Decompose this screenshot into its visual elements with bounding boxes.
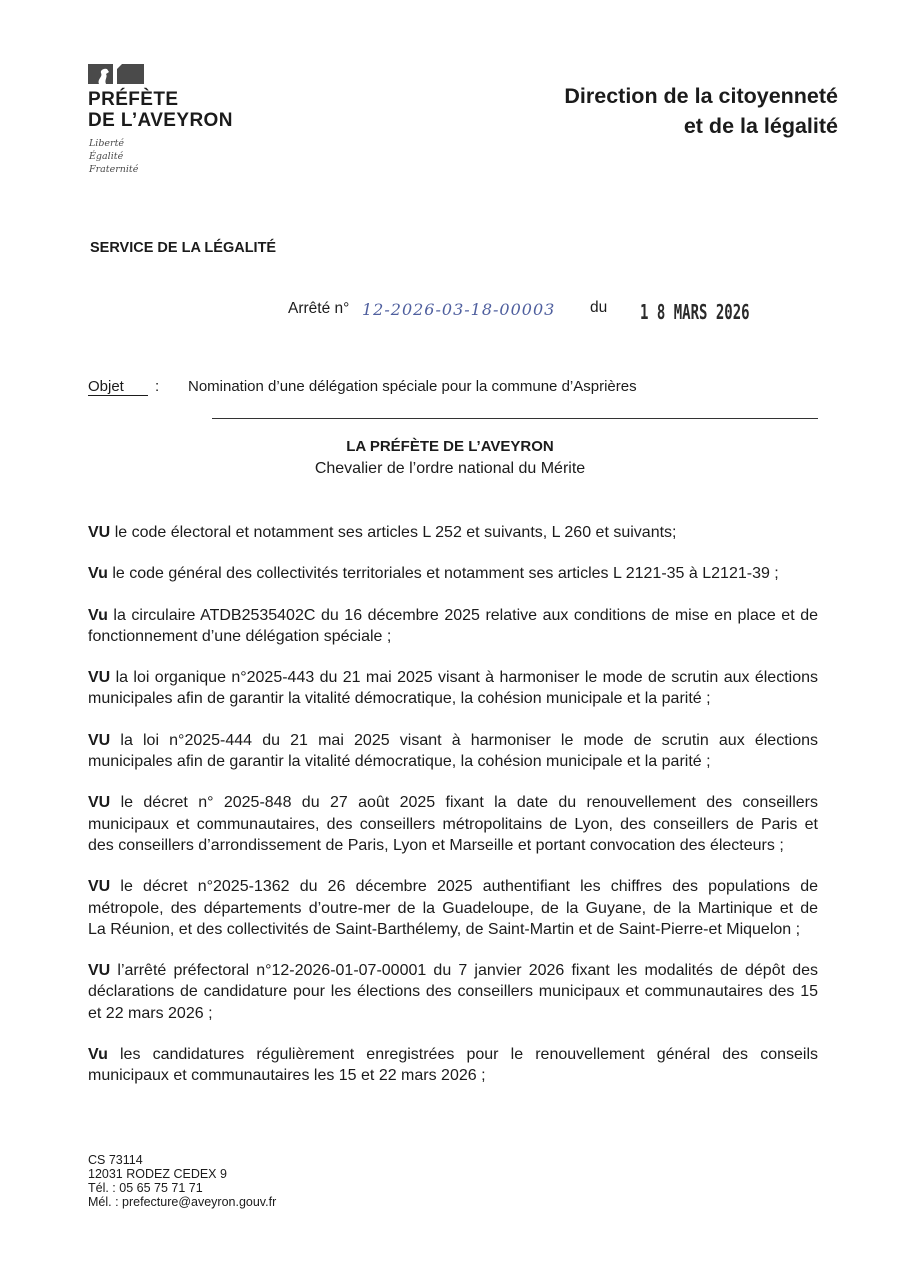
footer-city: 12031 RODEZ CEDEX 9 (88, 1167, 227, 1181)
visas-section (88, 522, 818, 1107)
motto-liberte: Liberté (89, 138, 125, 149)
visa-line (88, 605, 818, 626)
footer-phone: Tél. : 05 65 75 71 71 (88, 1181, 203, 1195)
objet-label-text: Objet (88, 379, 148, 396)
visa-paragraph (88, 792, 818, 856)
visa-line (88, 688, 818, 709)
visa-line (88, 876, 818, 897)
visa-line (88, 981, 818, 1002)
visa-paragraph (88, 563, 818, 584)
visa-prefix: VU (88, 878, 111, 896)
visa-text: le décret n°2025-1362 du 26 décembre 2025 authentifiant les chiffres des populations de (120, 878, 818, 896)
visa-line (88, 751, 818, 772)
visa-paragraph (88, 960, 818, 1024)
visa-line (88, 835, 818, 856)
authority-title: LA PRÉFÈTE DE L’AVEYRON (346, 438, 554, 455)
visa-paragraph (88, 522, 818, 543)
footer-address (88, 1153, 276, 1209)
motto-fraternite: Fraternité (89, 164, 139, 175)
visa-line (88, 919, 818, 940)
visa-line (88, 626, 818, 647)
arrete-number-handwritten: 12-2026-03-18-00003 (362, 300, 556, 319)
direction-heading (564, 81, 838, 141)
visa-prefix: VU (88, 669, 111, 687)
visa-text: la circulaire ATDB2535402C du 16 décembre 2025 relative aux conditions de mise en place et de (113, 606, 818, 624)
visa-text: les candidatures régulièrement enregistrées pour le renouvellement général des conseils (120, 1046, 818, 1064)
visa-text: déclarations de candidature pour les élections des conseillers municipaux et communautaires des 15 (88, 983, 818, 1001)
visa-paragraph (88, 1044, 818, 1087)
visa-text: le code général des collectivités territoriales et notamment ses articles L 2121-35 à L2121-39 ; (112, 565, 779, 583)
visa-line (88, 898, 818, 919)
visa-prefix: VU (88, 962, 111, 980)
visa-paragraph (88, 605, 818, 648)
visa-text: municipaux et communautaires les 15 et 22 mars 2026 ; (88, 1067, 486, 1085)
horizontal-rule (212, 418, 818, 419)
visa-line (88, 1044, 818, 1065)
prefecture-line-2: DE L’AVEYRON (88, 110, 233, 131)
objet-text: Nomination d’une délégation spéciale pour la commune d’Asprières (188, 378, 637, 395)
visa-text: la loi organique n°2025-443 du 21 mai 2025 visant à harmoniser le mode de scrutin aux élections (115, 669, 818, 687)
visa-line (88, 522, 818, 543)
visa-text: le code électoral et notamment ses articles L 252 et suivants, L 260 et suivants; (114, 524, 677, 541)
visa-line (88, 792, 818, 813)
footer-postal-box: CS 73114 (88, 1153, 143, 1167)
visa-paragraph (88, 667, 818, 710)
visa-text: le décret n° 2025-848 du 27 août 2025 fixant la date du renouvellement des conseillers (120, 794, 819, 812)
prefecture-line-1: PRÉFÈTE (88, 89, 179, 110)
visa-line (88, 730, 818, 751)
visa-line (88, 1065, 818, 1086)
objet-label (88, 377, 148, 397)
visa-text: municipaux et communautaires, des conseillers métropolitains de Lyon, des conseillers de Paris et (88, 815, 818, 833)
visa-prefix: VU (88, 731, 111, 749)
republic-motto (89, 137, 138, 176)
visa-text: des conseillers d’arrondissement de Paris, Lyon et Marseille et portant convocation des électeurs ; (88, 836, 784, 854)
visa-text: municipales afin de garantir la vitalité démocratique, la cohésion municipale et la parité ; (88, 753, 711, 771)
visa-line (88, 1003, 818, 1024)
visa-line (88, 667, 818, 688)
visa-paragraph (88, 876, 818, 940)
visa-prefix: VU (88, 524, 111, 541)
objet-colon: : (155, 378, 160, 395)
motto-egalite: Égalité (89, 151, 124, 162)
visa-prefix: Vu (88, 565, 108, 583)
visa-text: fonctionnement d’une délégation spéciale ; (88, 627, 392, 645)
service-heading: SERVICE DE LA LÉGALITÉ (90, 240, 277, 256)
arrete-label: Arrêté n° (288, 300, 350, 317)
authority-subtitle: Chevalier de l’ordre national du Mérite (314, 460, 586, 477)
footer-email: Mél. : prefecture@aveyron.gouv.fr (88, 1195, 277, 1209)
prefecture-name (88, 89, 233, 131)
visa-prefix: Vu (88, 606, 108, 624)
marianne-logo (88, 64, 144, 84)
visa-line (88, 814, 818, 835)
arrete-du-label: du (590, 299, 608, 316)
visa-text: la loi n°2025-444 du 21 mai 2025 visant à harmoniser le mode de scrutin aux élections (120, 731, 819, 749)
visa-text: et 22 mars 2026 ; (88, 1004, 213, 1022)
direction-line-1: Direction de la citoyenneté (564, 84, 838, 108)
date-stamp: 1 8 MARS 2026 (640, 301, 750, 325)
visa-line (88, 563, 818, 584)
visa-text: municipales afin de garantir la vitalité démocratique, la cohésion municipale et la parité ; (88, 690, 711, 708)
visa-prefix: VU (88, 794, 111, 812)
visa-prefix: Vu (88, 1046, 108, 1064)
direction-line-2: et de la légalité (683, 114, 838, 138)
visa-text: La Réunion, et des collectivités de Saint-Barthélemy, de Saint-Martin et de Saint-Pierre-et Miquelon ; (88, 920, 801, 938)
visa-line (88, 960, 818, 981)
visa-paragraph (88, 730, 818, 773)
visa-text: métropole, des départements d’outre-mer de la Guadeloupe, de la Guyane, de la Martinique et de (88, 899, 818, 917)
visa-text: l’arrêté préfectoral n°12-2026-01-07-00001 du 7 janvier 2026 fixant les modalités de dépôt des (117, 962, 818, 980)
